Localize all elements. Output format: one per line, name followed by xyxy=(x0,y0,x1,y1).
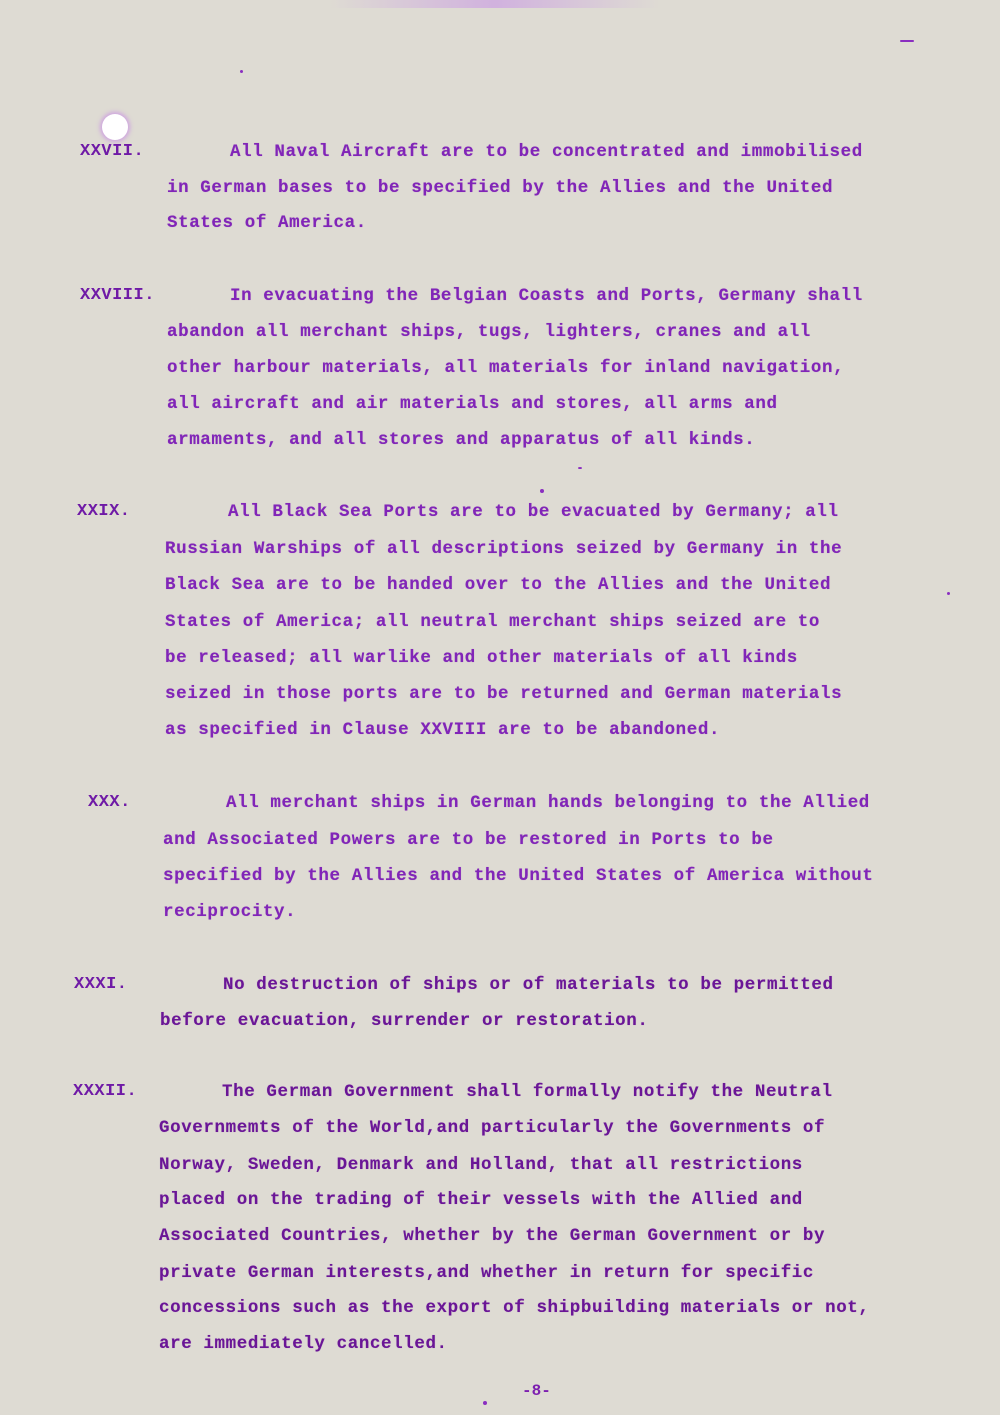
clause-line: reciprocity. xyxy=(163,902,297,922)
clause-line: Russian Warships of all descriptions seized by Germany in the xyxy=(165,539,843,559)
clause-line: before evacuation, surrender or restoration. xyxy=(160,1011,649,1031)
clause-line: All merchant ships in German hands belonging to the Allied xyxy=(226,793,870,813)
ink-speck xyxy=(483,1401,487,1405)
ink-speck xyxy=(900,40,914,42)
clause-line: The German Government shall formally notify the Neutral xyxy=(222,1082,833,1102)
clause-line: All Black Sea Ports are to be evacuated by Germany; all xyxy=(228,502,839,522)
ink-speck xyxy=(240,70,243,73)
clause-line: No destruction of ships or of materials to be permitted xyxy=(223,975,834,995)
ink-speck xyxy=(947,592,950,595)
clause-numeral: XXXII. xyxy=(73,1082,138,1101)
clause-line: all aircraft and air materials and stores, all arms and xyxy=(167,394,778,414)
clause-line: Norway, Sweden, Denmark and Holland, that all restrictions xyxy=(159,1155,803,1175)
punch-hole xyxy=(102,114,128,140)
clause-numeral: XXXI. xyxy=(74,975,128,994)
clause-line: be released; all warlike and other materials of all kinds xyxy=(165,648,798,668)
clause-line: specified by the Allies and the United States of America without xyxy=(163,866,874,886)
ink-speck xyxy=(578,467,582,469)
clause-numeral: XXIX. xyxy=(77,502,131,521)
clause-line: other harbour materials, all materials for inland navigation, xyxy=(167,358,845,378)
clause-line: seized in those ports are to be returned and German materials xyxy=(165,684,843,704)
clause-line: States of America; all neutral merchant ships seized are to xyxy=(165,612,821,632)
clause-line: abandon all merchant ships, tugs, lighters, cranes and all xyxy=(167,322,811,342)
ink-speck xyxy=(540,489,544,493)
clause-numeral: XXVII. xyxy=(80,142,145,161)
clause-line: In evacuating the Belgian Coasts and Ports, Germany shall xyxy=(230,286,863,306)
clause-line: are immediately cancelled. xyxy=(159,1334,448,1354)
clause-line: and Associated Powers are to be restored in Ports to be xyxy=(163,830,774,850)
clause-line: Black Sea are to be handed over to the Allies and the United xyxy=(165,575,832,595)
clause-line: concessions such as the export of shipbuilding materials or not, xyxy=(159,1298,870,1318)
page-number: -8- xyxy=(522,1382,551,1400)
clause-line: private German interests,and whether in return for specific xyxy=(159,1263,815,1283)
clause-line: Governmemts of the World,and particularly the Governments of xyxy=(159,1118,826,1138)
clause-numeral: XXVIII. xyxy=(80,286,155,305)
clause-line: States of America. xyxy=(167,213,367,233)
top-edge-mark xyxy=(330,0,660,8)
clause-numeral: XXX. xyxy=(88,793,131,812)
clause-line: armaments, and all stores and apparatus of all kinds. xyxy=(167,430,756,450)
clause-line: in German bases to be specified by the Allies and the United xyxy=(167,178,834,198)
clause-line: All Naval Aircraft are to be concentrated and immobilised xyxy=(230,142,863,162)
clause-line: Associated Countries, whether by the German Government or by xyxy=(159,1226,826,1246)
clause-line: placed on the trading of their vessels with the Allied and xyxy=(159,1190,803,1210)
clause-line: as specified in Clause XXVIII are to be abandoned. xyxy=(165,720,721,740)
